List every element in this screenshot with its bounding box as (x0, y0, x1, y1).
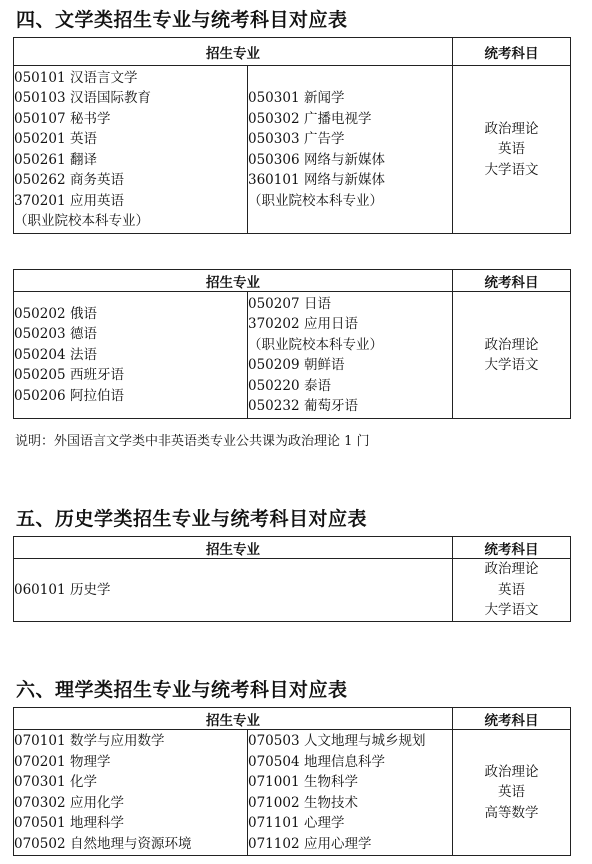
history-table (13, 536, 571, 622)
literature-table-2 (13, 269, 571, 419)
major-item (14, 386, 247, 407)
major-code: 050201 (14, 131, 66, 147)
major-name: 法语 (70, 346, 97, 363)
major-item (248, 88, 452, 109)
major-item (14, 150, 247, 171)
major-name: 人文地理与城乡规划 (304, 733, 426, 749)
section-heading-history: 五、历史学类招生专业与统考科目对应表 (16, 508, 368, 530)
major-item (14, 191, 247, 212)
major-item (14, 793, 247, 814)
major-list-left (14, 292, 248, 419)
major-name: （职业院校本科专业） (248, 336, 383, 353)
major-code: 070503 (248, 733, 300, 749)
major-name: 英语 (70, 131, 97, 147)
major-item (14, 304, 247, 325)
major-item (248, 355, 452, 376)
major-code: 360101 (248, 172, 300, 188)
major-name: 汉语言文学 (70, 69, 138, 86)
major-list-left (14, 559, 453, 622)
science-table (13, 707, 571, 856)
major-item (248, 129, 452, 150)
major-name: 网络与新媒体 (304, 151, 385, 168)
header-subject: 统考科目 (453, 270, 571, 292)
major-name: 翻译 (70, 151, 97, 168)
major-item (248, 170, 452, 191)
subject-item: 政治理论 (484, 763, 539, 780)
major-code: 070101 (14, 733, 66, 749)
major-item (248, 150, 452, 171)
major-item (14, 752, 247, 773)
major-code: 070302 (14, 794, 66, 811)
major-name: 应用英语 (70, 192, 124, 209)
major-name: 泰语 (304, 377, 331, 394)
major-code: 071102 (248, 835, 300, 852)
major-code: 071101 (248, 815, 300, 831)
major-code: 050207 (248, 295, 300, 312)
major-code: 071002 (248, 794, 300, 811)
major-item (248, 813, 452, 834)
literature-table-1 (13, 37, 571, 234)
major-code: 070504 (248, 753, 300, 770)
major-name: 历史学 (70, 581, 111, 598)
major-code: 050103 (14, 90, 66, 106)
major-list-right (248, 66, 453, 234)
major-name: 新闻学 (304, 90, 345, 106)
major-code: 070301 (14, 774, 66, 790)
major-item (14, 813, 247, 834)
major-code: 050302 (248, 110, 300, 127)
major-item (248, 335, 452, 356)
subject-item: 英语 (498, 581, 525, 598)
major-code: 050204 (14, 346, 66, 363)
major-code: 050101 (14, 69, 66, 86)
major-code: 070502 (14, 835, 66, 852)
major-item (14, 129, 247, 150)
subject-list (453, 730, 571, 856)
major-code: 050262 (14, 172, 66, 188)
subject-list (453, 559, 571, 622)
major-code: 050209 (248, 357, 300, 373)
major-item (248, 376, 452, 397)
major-name: 应用日语 (304, 316, 358, 332)
major-item (248, 314, 452, 335)
major-name: 化学 (70, 774, 97, 790)
major-list-left (14, 66, 248, 234)
major-name: 心理学 (304, 815, 345, 831)
major-name: 网络与新媒体 (304, 172, 385, 188)
major-code: 050303 (248, 131, 300, 147)
major-name: （职业院校本科专业） (14, 213, 149, 229)
major-item (14, 170, 247, 191)
major-name: 阿拉伯语 (70, 387, 124, 404)
subject-list (453, 66, 571, 234)
major-item (14, 211, 247, 232)
major-code: 050107 (14, 110, 66, 127)
subject-item: 政治理论 (484, 120, 539, 137)
major-item (248, 294, 452, 315)
major-item (248, 793, 452, 814)
major-item (14, 345, 247, 366)
subject-list (453, 292, 571, 419)
major-code: 060101 (14, 581, 66, 598)
major-code: 050205 (14, 367, 66, 384)
major-code: 050306 (248, 151, 300, 168)
major-item (248, 772, 452, 793)
major-code: 050206 (14, 387, 66, 404)
major-item (14, 365, 247, 386)
major-name: 广播电视学 (304, 110, 372, 127)
major-name: 秘书学 (70, 110, 111, 127)
subject-item: 英语 (498, 784, 525, 801)
major-name: 数学与应用数学 (70, 733, 165, 749)
major-name: 生物科学 (304, 774, 358, 790)
major-list-left (14, 730, 248, 856)
subject-item: 政治理论 (484, 336, 539, 353)
major-item (14, 109, 247, 130)
note-text: 说明：外国语言文学类中非英语类专业公共课为政治理论 1 门 (15, 434, 370, 449)
major-code: 071001 (248, 774, 300, 790)
header-subject: 统考科目 (453, 537, 571, 559)
major-name: （职业院校本科专业） (248, 192, 383, 209)
major-item (248, 396, 452, 417)
major-item (248, 731, 452, 752)
major-code: 370201 (14, 192, 66, 209)
subject-item: 大学语文 (484, 602, 539, 619)
header-subject: 统考科目 (453, 708, 571, 730)
major-code: 050220 (248, 377, 300, 394)
major-code: 370202 (248, 316, 300, 332)
major-name: 德语 (70, 326, 97, 343)
major-name: 自然地理与资源环境 (70, 835, 192, 852)
major-name: 葡萄牙语 (304, 398, 358, 414)
major-code: 050232 (248, 398, 300, 414)
major-code: 050301 (248, 90, 300, 106)
major-item (14, 324, 247, 345)
major-item (14, 772, 247, 793)
major-name: 生物技术 (304, 794, 358, 811)
subject-item: 大学语文 (484, 161, 539, 178)
major-name: 地理科学 (70, 815, 124, 831)
header-major: 招生专业 (14, 270, 453, 292)
major-code: 050261 (14, 151, 66, 168)
subject-item: 英语 (498, 141, 525, 158)
major-item (248, 109, 452, 130)
major-name: 汉语国际教育 (70, 90, 151, 106)
major-list-right (248, 730, 453, 856)
major-item (14, 580, 452, 601)
major-item (14, 834, 247, 855)
major-name: 西班牙语 (70, 367, 124, 384)
major-item (248, 191, 452, 212)
header-subject: 统考科目 (453, 38, 571, 66)
section-heading-literature: 四、文学类招生专业与统考科目对应表 (16, 9, 348, 31)
header-major: 招生专业 (14, 708, 453, 730)
subject-item: 大学语文 (484, 357, 539, 373)
major-list-right (248, 292, 453, 419)
major-name: 俄语 (70, 305, 97, 322)
major-item (248, 752, 452, 773)
major-name: 应用化学 (70, 794, 124, 811)
major-item (14, 88, 247, 109)
major-name: 日语 (304, 295, 331, 312)
header-major: 招生专业 (14, 38, 453, 66)
major-name: 应用心理学 (304, 835, 372, 852)
header-major: 招生专业 (14, 537, 453, 559)
major-code: 070501 (14, 815, 66, 831)
major-name: 物理学 (70, 753, 111, 770)
section-heading-science: 六、理学类招生专业与统考科目对应表 (16, 679, 348, 701)
subject-item: 政治理论 (484, 561, 539, 578)
major-code: 050202 (14, 305, 66, 322)
major-name: 朝鲜语 (304, 357, 345, 373)
major-name: 广告学 (304, 131, 345, 147)
major-item (14, 68, 247, 89)
major-name: 地理信息科学 (304, 753, 385, 770)
major-code: 070201 (14, 753, 66, 770)
major-item (248, 834, 452, 855)
major-name: 商务英语 (70, 172, 124, 188)
major-code: 050203 (14, 326, 66, 343)
subject-item: 高等数学 (484, 804, 539, 821)
major-item (14, 731, 247, 752)
